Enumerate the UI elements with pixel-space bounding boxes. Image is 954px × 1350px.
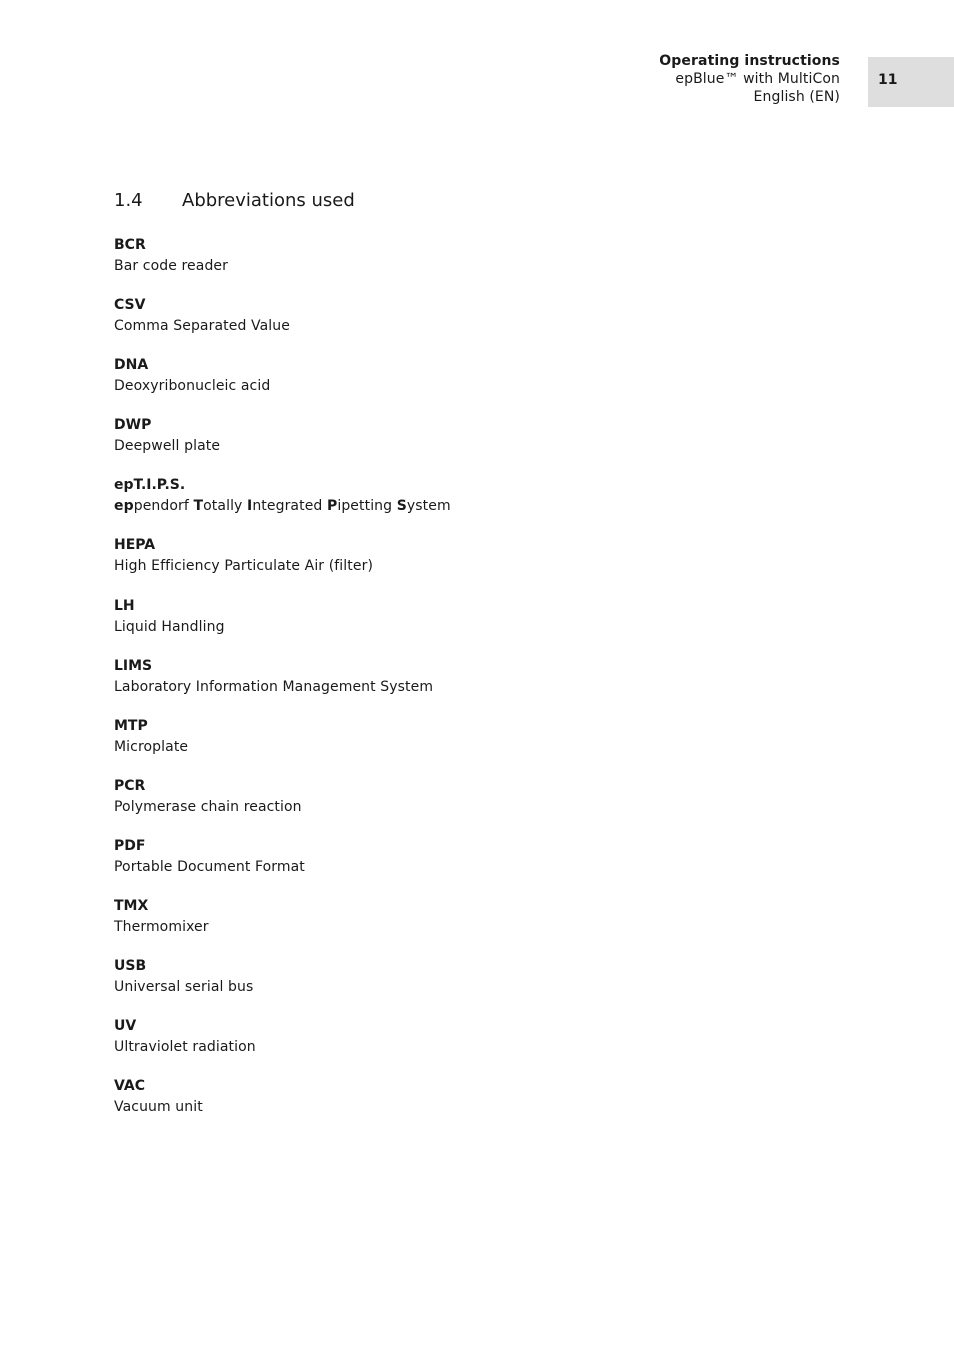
page-number-tab [868,57,954,107]
definition-rest-part: ystem [406,498,451,515]
definition-bold-part: P [326,498,338,515]
abbreviation-definition: Universal serial bus [114,979,254,996]
abbreviation-definition: Deepwell plate [114,438,221,455]
abbreviation-entry [114,1077,714,1137]
document-type: Operating instructions [659,53,840,69]
abbreviation-term: PCR [114,777,146,794]
abbreviation-entry [114,597,714,657]
abbreviation-entry [114,476,714,536]
abbreviation-term: TMX [114,898,149,915]
product-name: epBlue™ with MultiCon [675,71,840,87]
abbreviation-entry [114,777,714,837]
abbreviation-definition: Microplate [114,738,189,755]
abbreviation-entry [114,1017,714,1077]
abbreviation-entry [114,717,714,777]
abbreviation-entry [114,657,714,717]
abbreviation-term: HEPA [114,537,156,554]
definition-rest-part: ipetting [337,498,397,515]
abbreviation-list [114,236,714,1137]
section-heading [114,190,355,212]
abbreviation-term: BCR [114,237,146,253]
definition-rest-part: otally [203,498,247,515]
abbreviation-entry [114,536,714,596]
abbreviation-term: LH [114,597,135,614]
definition-rest-part: ntegrated [252,498,327,515]
document-language: English (EN) [753,89,840,105]
abbreviation-term: LIMS [114,657,153,674]
abbreviation-entry [114,296,714,356]
running-header [659,52,840,106]
abbreviation-definition: Deoxyribonucleic acid [114,378,271,395]
definition-bold-part: T [193,498,204,515]
abbreviation-entry [114,837,714,897]
abbreviation-definition: Liquid Handling [114,618,225,635]
abbreviation-entry [114,416,714,476]
abbreviation-term: MTP [114,717,148,734]
abbreviation-entry [114,356,714,416]
abbreviation-term: epT.I.P.S. [114,477,186,494]
definition-bold-part: S [396,498,407,515]
abbreviation-term: CSV [114,297,146,314]
abbreviation-definition: Bar code reader [114,258,228,274]
abbreviation-term: VAC [114,1078,145,1095]
abbreviation-term: DNA [114,357,149,374]
abbreviation-entry [114,236,714,296]
abbreviation-term: USB [114,958,147,975]
abbreviation-definition: Polymerase chain reaction [114,798,302,815]
abbreviation-definition: High Efficiency Particulate Air (filter) [114,558,374,575]
abbreviation-definition: Ultraviolet radiation [114,1039,256,1056]
abbreviation-definition: Vacuum unit [114,1099,203,1116]
abbreviation-definition: Laboratory Information Management System [114,678,434,695]
section-number: 1.4 [114,190,143,211]
definition-bold-part: ep [114,498,134,515]
abbreviation-entry [114,897,714,957]
abbreviation-definition: Comma Separated Value [114,318,290,335]
section-title: Abbreviations used [182,190,355,211]
page-number: 11 [878,72,898,88]
abbreviation-term: PDF [114,837,146,854]
abbreviation-definition: Portable Document Format [114,858,305,875]
abbreviation-term: DWP [114,417,152,434]
abbreviation-definition: Thermomixer [114,919,209,936]
abbreviation-term: UV [114,1018,137,1035]
abbreviation-definition [114,496,714,516]
abbreviation-entry [114,957,714,1017]
definition-rest-part: pendorf [133,498,194,515]
definition-bold-part: I [247,498,253,515]
